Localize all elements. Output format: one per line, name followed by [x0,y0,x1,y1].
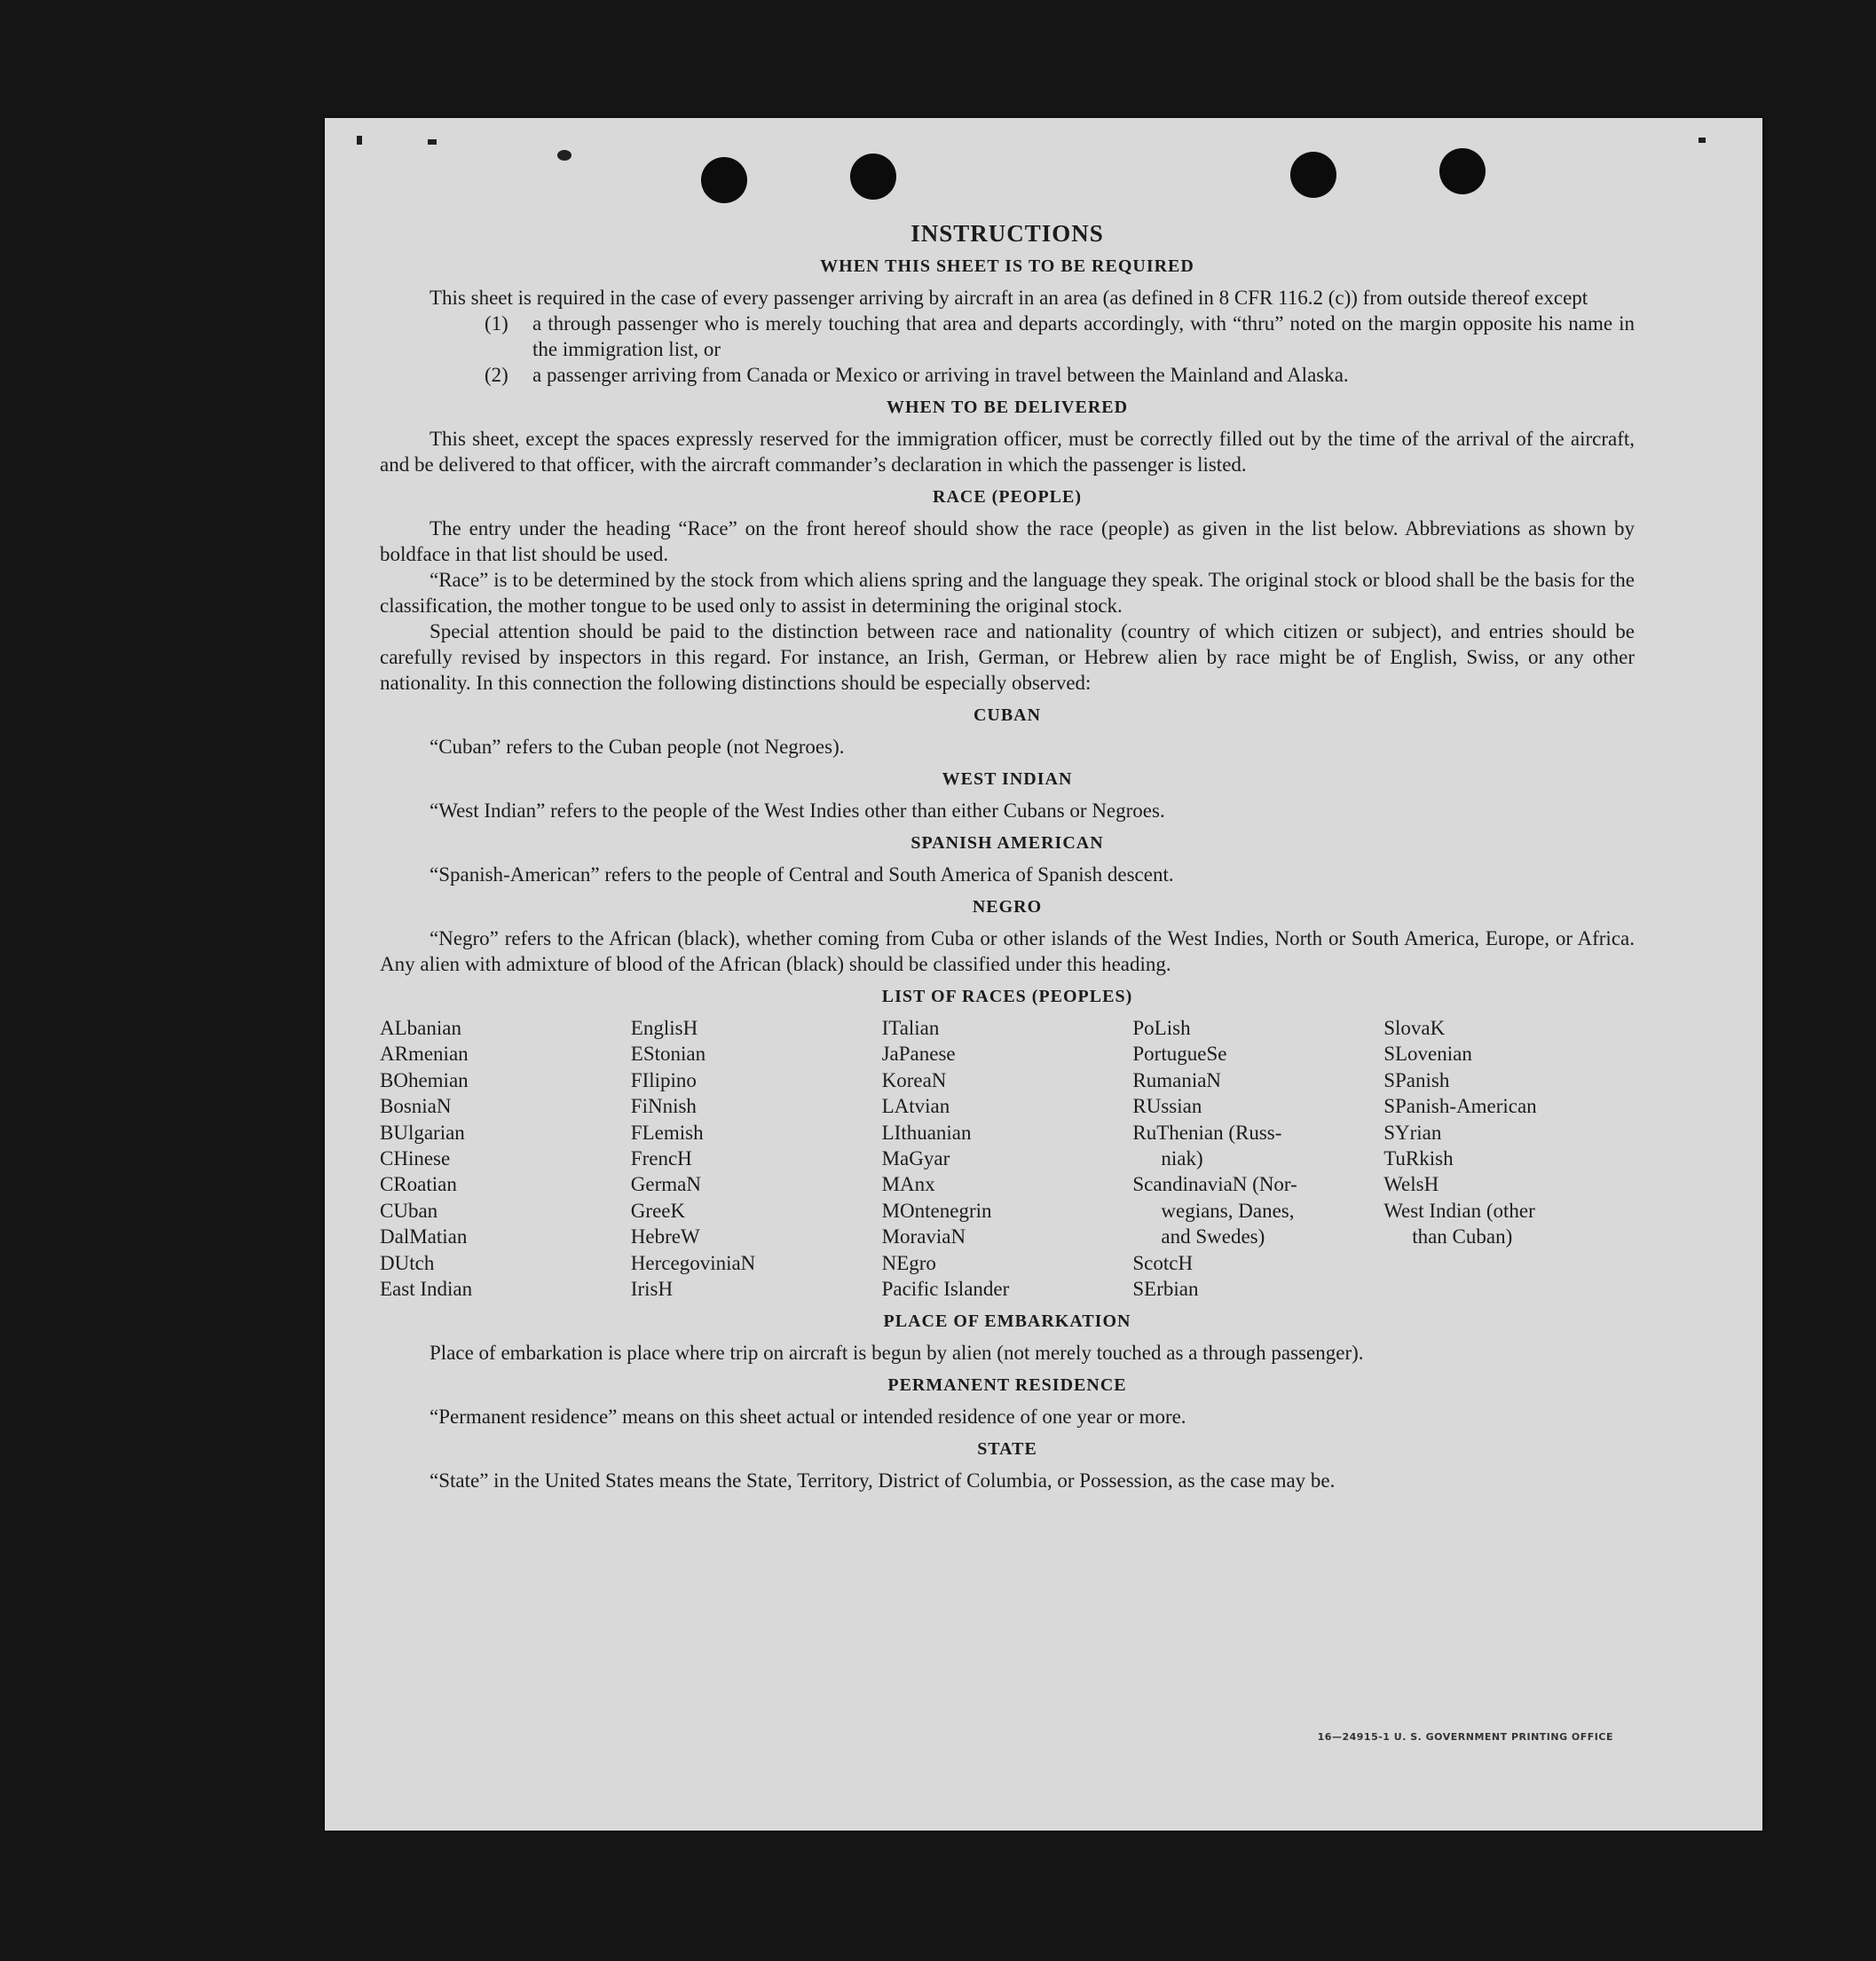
section-heading-residence: PERMANENT RESIDENCE [887,1375,1127,1396]
printing-office-footer: 16—24915-1 U. S. GOVERNMENT PRINTING OFFICE [1317,1731,1613,1743]
race-entry: ALbanian [380,1017,461,1039]
races-column [1383,1015,1635,1302]
section-heading-negro: NEGRO [972,897,1043,917]
race-entry: than Cuban) [1412,1225,1513,1248]
race-entry: DUtch [380,1251,435,1274]
speck [557,150,571,161]
races-list [380,1015,1635,1302]
item-number: (1) [485,312,508,335]
race-entry: FiNnish [630,1095,697,1118]
required-intro: This sheet is required in the case of every passenger arriving by aircraft in an area (as defined in 8 CFR 116.2 (c)) from outside thereof except [430,287,1588,309]
race-entry: wegians, Danes, [1161,1199,1295,1222]
race-paragraph-3: Special attention should be paid to the distinction between race and nationality (country of which citizen or subject), and entries should be carefully revised by inspectors in this regard. For instance, an Irish, German, or Hebrew alien by race might be of English, Swiss, or any other nationality. In this connection the following distinctions should be especially observed: [380,620,1635,694]
section-heading-delivered: WHEN TO BE DELIVERED [886,398,1129,417]
race-entry: BUlgarian [380,1121,465,1144]
race-entry: RumaniaN [1132,1068,1222,1091]
race-entry: FLemish [630,1121,704,1144]
race-entry: EnglisH [630,1017,698,1039]
item-number: (2) [485,364,508,386]
race-entry: KoreaN [881,1068,947,1091]
race-entry: IrisH [630,1278,674,1301]
race-entry: ARmenian [380,1043,469,1066]
instructions-body [380,221,1635,1493]
list-item [485,311,1635,362]
race-entry: SPanish-American [1383,1095,1537,1118]
embarkation-text: Place of embarkation is place where trip on aircraft is begun by alien (not merely touched as a through passenger). [430,1342,1364,1365]
speck [1699,138,1706,143]
races-column [631,1015,882,1302]
race-entry: SErbian [1132,1278,1199,1301]
race-entry: and Swedes) [1161,1225,1265,1248]
race-paragraph-1: The entry under the heading “Race” on the front hereof should show the race (people) as given in the list below. Abbreviations as shown by boldface in that list should be used. [380,517,1635,565]
race-entry: RuThenian (Russ- [1132,1121,1282,1144]
race-entry: NEgro [881,1251,936,1274]
races-column [380,1015,631,1302]
race-entry: ScotcH [1132,1251,1194,1274]
section-heading-required: WHEN THIS SHEET IS TO BE REQUIRED [820,256,1194,276]
race-entry: niak) [1161,1147,1203,1170]
item-text: a through passenger who is merely touching that area and departs accordingly, with “thru” noted on the margin opposite his name in the immigration list, or [532,312,1635,360]
race-entry: BOhemian [380,1068,469,1091]
race-entry: MaGyar [881,1147,950,1170]
item-text: a passenger arriving from Canada or Mexico or arriving in travel between the Mainland and Alaska. [532,364,1349,386]
section-heading-race: RACE (PEOPLE) [933,487,1082,507]
race-entry: CUban [380,1199,438,1222]
race-entry: SLovenian [1383,1043,1472,1066]
race-entry: PoLish [1132,1017,1191,1039]
race-entry: PortugueSe [1132,1043,1227,1066]
section-heading-embarkation: PLACE OF EMBARKATION [883,1311,1131,1332]
race-entry: SPanish [1383,1068,1450,1091]
race-entry: ScandinaviaN (Nor- [1132,1173,1297,1196]
state-text: “State” in the United States means the State, Territory, District of Columbia, or Possession, as the case may be. [430,1469,1336,1492]
punch-hole [850,154,896,200]
section-heading-west-indian: WEST INDIAN [942,769,1073,789]
punch-hole [1290,152,1336,198]
section-heading-cuban: CUBAN [973,705,1042,725]
page-title: INSTRUCTIONS [910,220,1104,247]
race-entry: MAnx [881,1173,935,1196]
race-entry: CHinese [380,1147,451,1170]
race-entry: East Indian [380,1278,473,1301]
race-entry: DalMatian [380,1225,468,1248]
section-heading-races-list: LIST OF RACES (PEOPLES) [881,987,1133,1006]
race-entry: JaPanese [881,1043,956,1066]
race-entry: LIthuanian [881,1121,972,1144]
race-entry: FIlipino [630,1068,697,1091]
residence-text: “Permanent residence” means on this sheet actual or intended residence of one year or more. [430,1406,1186,1429]
race-entry: GermaN [630,1173,701,1196]
race-entry: EStonian [630,1043,706,1066]
race-entry: MOntenegrin [881,1199,992,1222]
punch-hole [701,157,747,203]
race-entry: FrencH [630,1147,692,1170]
document-sheet [325,118,1762,1831]
race-entry: SYrian [1383,1121,1442,1144]
race-paragraph-2: “Race” is to be determined by the stock from which aliens spring and the language they speak. The original stock or blood shall be the basis for the classification, the mother tongue to be used only to assist in determining the original stock. [380,569,1635,617]
speck [357,136,362,145]
race-entry: LAtvian [881,1095,950,1118]
west-indian-text: “West Indian” refers to the people of the West Indies other than either Cubans or Negroes. [430,799,1165,822]
race-entry: HercegoviniaN [630,1251,756,1274]
races-column [1132,1015,1383,1302]
races-column [882,1015,1133,1302]
race-entry: MoraviaN [881,1225,966,1248]
negro-text: “Negro” refers to the African (black), whether coming from Cuba or other islands of the West Indies, North or South America, Europe, or Africa. Any alien with admixture of blood of the African (black) should be classified under this heading. [380,927,1635,975]
race-entry: HebreW [630,1225,700,1248]
section-heading-spanish-american: SPANISH AMERICAN [910,833,1104,853]
race-entry: GreeK [630,1199,686,1222]
race-entry: CRoatian [380,1173,457,1196]
cuban-text: “Cuban” refers to the Cuban people (not Negroes). [430,736,845,758]
race-entry: TuRkish [1383,1147,1454,1170]
race-entry: ITalian [881,1017,940,1039]
race-entry: Pacific Islander [881,1278,1010,1301]
race-entry: BosniaN [380,1095,452,1118]
race-entry: West Indian (other [1383,1199,1535,1222]
section-heading-state: STATE [977,1439,1037,1460]
punch-hole [1439,148,1486,194]
speck [428,139,437,145]
delivered-text: This sheet, except the spaces expressly reserved for the immigration officer, must be correctly filled out by the time of the arrival of the aircraft, and be delivered to that officer, with the aircraft commander’s declaration in which the passenger is listed. [380,428,1635,476]
spanish-american-text: “Spanish-American” refers to the people of Central and South America of Spanish descent. [430,863,1174,886]
list-item [485,362,1635,388]
race-entry: SlovaK [1383,1017,1446,1039]
race-entry: WelsH [1383,1173,1439,1196]
race-entry: RUssian [1132,1095,1202,1118]
